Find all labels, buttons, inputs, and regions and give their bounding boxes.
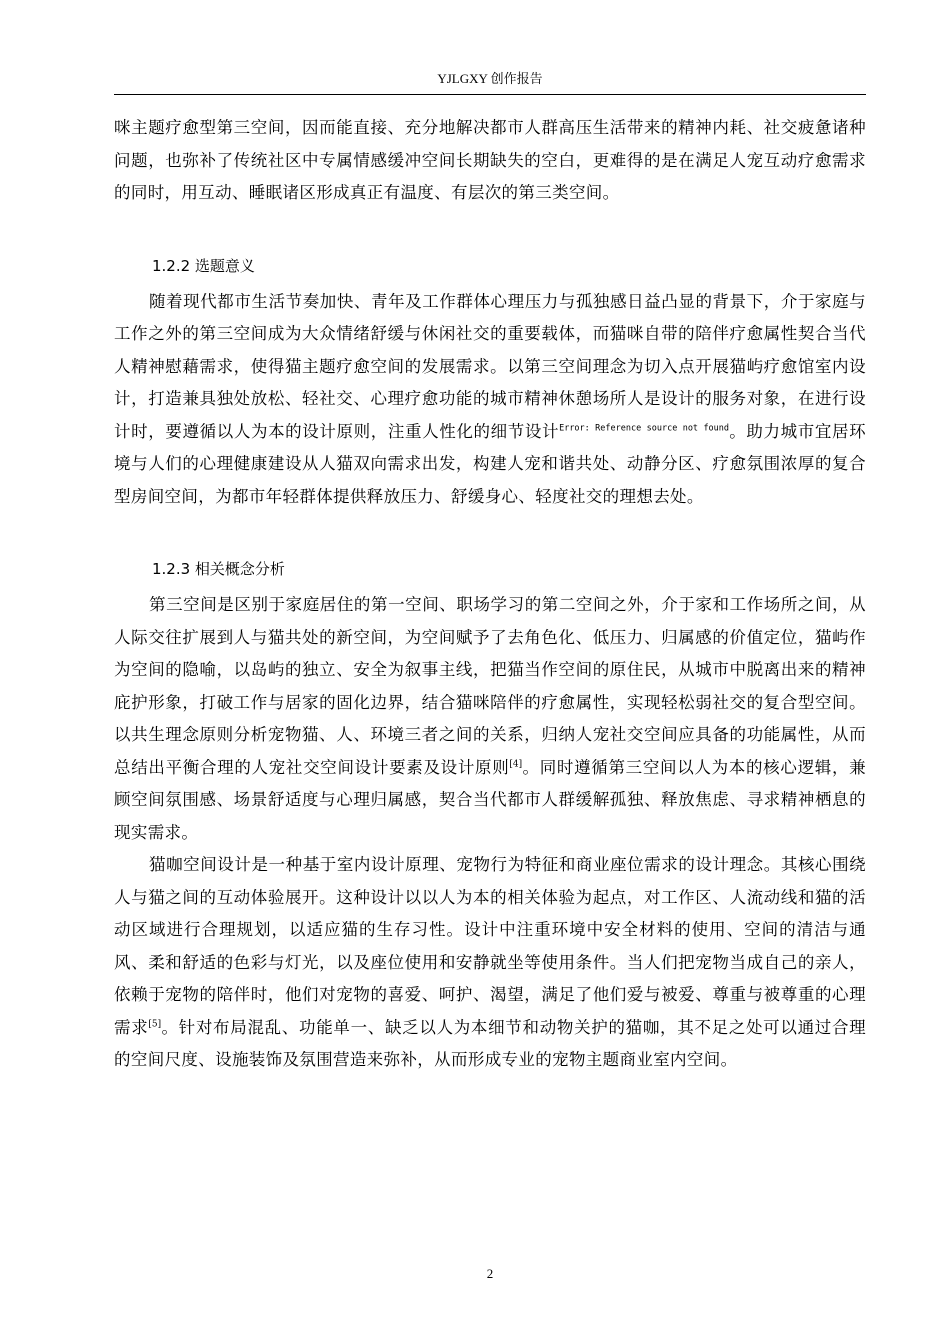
page-header: YJLGXY 创作报告 <box>437 71 543 86</box>
spacer <box>114 210 866 250</box>
paragraph-third-space <box>114 589 866 849</box>
citation-4: [4] <box>509 759 523 769</box>
header-rule <box>114 94 866 95</box>
document-body <box>114 112 866 1077</box>
paragraph-text: 。同时遵循第三空间以人为本的核心逻辑，兼顾空间氛围感、场景舒适度与心理归属感，契合当代都市人群缓解孤独、释放焦虑、寻求精神栖息的现实需求。 <box>114 757 866 842</box>
paragraph-text: 随着现代都市生活节奏加快、青年及工作群体心理压力与孤独感日益凸显的背景下，介于家庭与工作之外的第三空间成为大众情绪舒缓与休闲社交的重要载体，而猫咪自带的陪伴疗愈属性契合当代人精神慰藉需求，使得猫主题疗愈空间的发展需求。以第三空间理念为切入点开展猫屿疗愈馆室内设计，打造兼具独处放松、轻社交、心理疗愈功能的城市精神休憩场所人是设计的服务对象，在进行设计时，要遵循以人为本的设计原则，注重人性化的细节设计 <box>114 291 866 441</box>
paragraph-text: 猫咖空间设计是一种基于室内设计原理、宠物行为特征和商业座位需求的设计理念。其核心围绕人与猫之间的互动体验展开。这种设计以以人为本的相关体验为起点，对工作区、人流动线和猫的活动区域进行合理规划，以适应猫的生存习性。设计中注重环境中安全材料的使用、空间的清洁与通风、柔和舒适的色彩与灯光，以及座位使用和安静就坐等使用条件。当人们把宠物当成自己的亲人，依赖于宠物的陪伴时，他们对宠物的喜爱、呵护、渴望，满足了他们爱与被爱、尊重与被尊重的心理需求 <box>114 855 866 1037</box>
paragraph-text: 第三空间是区别于家庭居住的第一空间、职场学习的第二空间之外，介于家和工作场所之间，从人际交往扩展到人与猫共处的新空间，为空间赋予了去角色化、低压力、归属感的价值定位，猫屿作为空间的隐喻，以岛屿的独立、安全为叙事主线，把猫当作空间的原住民，从城市中脱离出来的精神庇护形象，打破工作与居家的固化边界，结合猫咪陪伴的疗愈属性，实现轻松弱社交的复合型空间。以共生理念原则分析宠物猫、人、环境三者之间的关系，归纳人宠社交空间应具备的功能属性，从而总结出平衡合理的人宠社交空间设计要素及设计原则 <box>114 595 866 777</box>
paragraph-cat-cafe-design <box>114 849 866 1077</box>
paragraph-text: 。针对布局混乱、功能单一、缺乏以人为本细节和动物关护的猫咖，其不足之处可以通过合理的空间尺度、设施装饰及氛围营造来弥补，从而形成专业的宠物主题商业室内空间。 <box>114 1017 866 1069</box>
section-heading-1-2-2: 1.2.2 选题意义 <box>152 256 255 275</box>
citation-5: [5] <box>148 1019 162 1029</box>
paragraph-continued: 咪主题疗愈型第三空间，因而能直接、充分地解决都市人群高压生活带来的精神内耗、社交疲惫诸种问题，也弥补了传统社区中专属情感缓冲空间长期缺失的空白，更难得的是在满足人宠互动疗愈需求的同时，用互动、睡眠诸区形成真正有温度、有层次的第三类空间。 <box>114 118 866 202</box>
section-heading-1-2-3: 1.2.3 相关概念分析 <box>152 560 285 578</box>
paragraph-text: 。助力城市宜居环境与人们的心理健康建设从人猫双向需求出发，构建人宠和谐共处、动静分区、疗愈氛围浓厚的复合型房间空间，为都市年轻群体提供释放压力、舒缓身心、轻度社交的理想去处。 <box>114 421 866 506</box>
paragraph-topic-significance <box>114 286 866 514</box>
spacer <box>114 513 866 553</box>
reference-error: Error: Reference source not found <box>559 423 730 433</box>
page-number: 2 <box>486 1266 494 1281</box>
